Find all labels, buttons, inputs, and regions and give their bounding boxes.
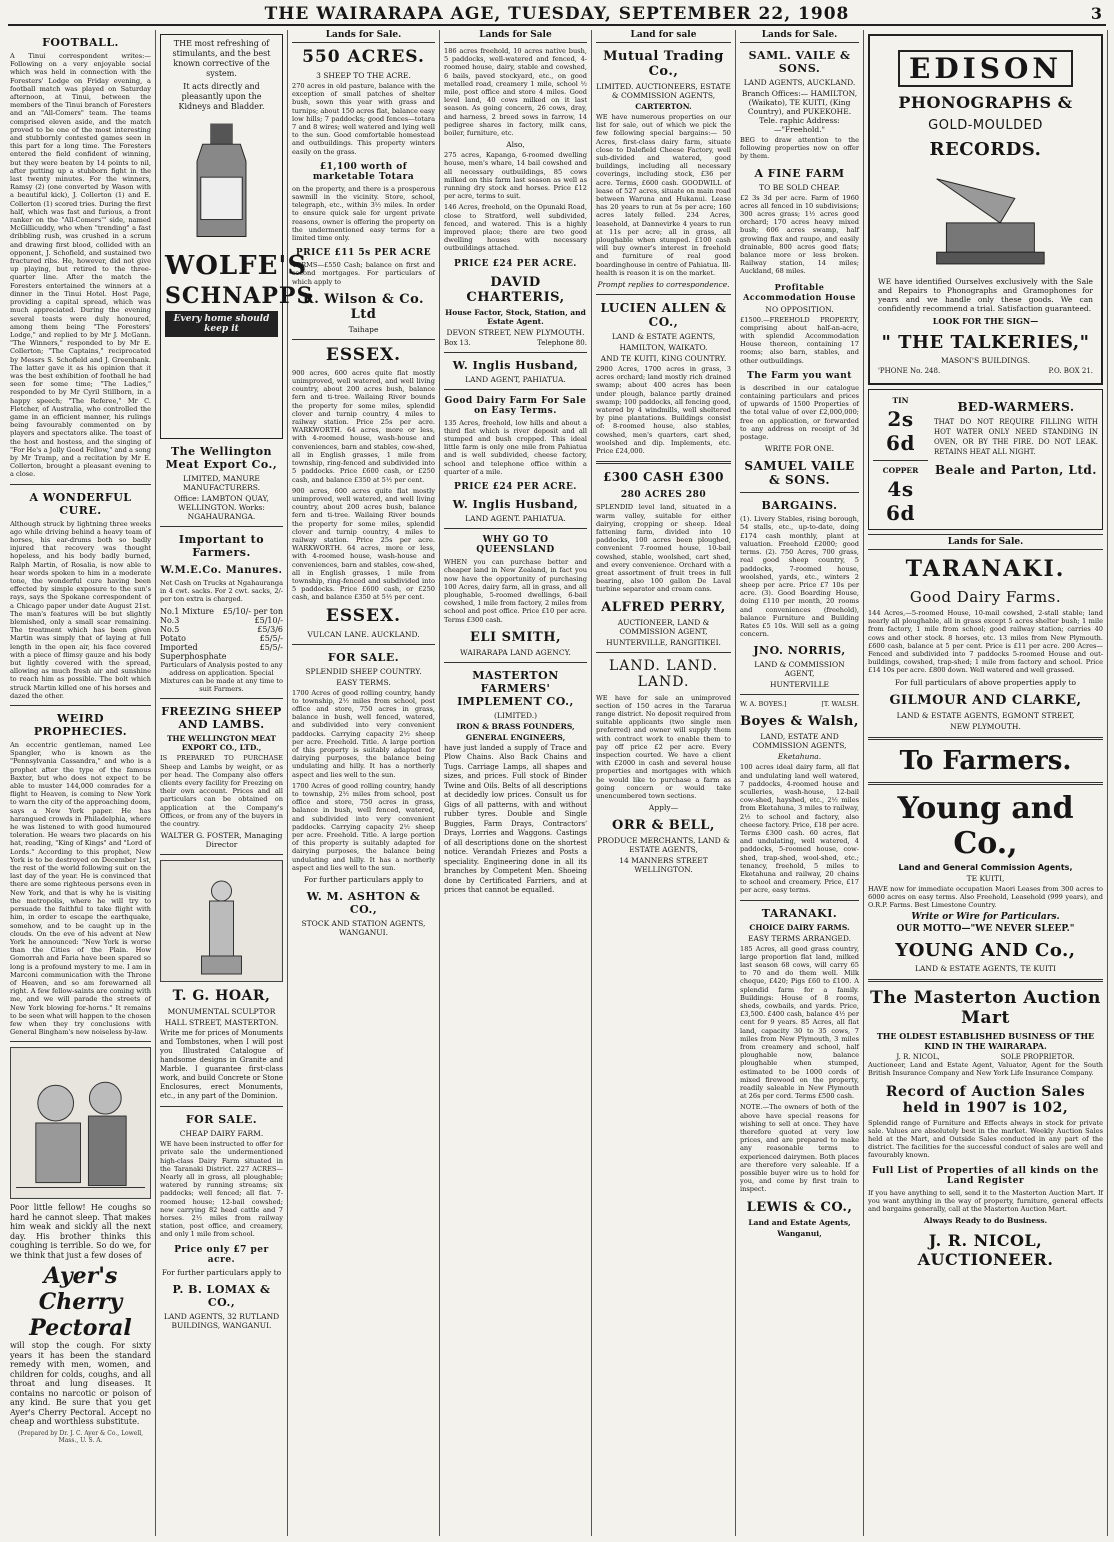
accommodation-sub: NO OPPOSITION.: [765, 304, 834, 314]
perry-sub: AUCTIONEER, LAND & COMMISSION AGENT,: [617, 617, 710, 636]
freezing-text: IS PREPARED TO PURCHASE Sheep and Lambs by weight, or as per head. The Company also offers clients every facility for Freezing on their own account. Prices and all particulars can be obtained on application at the Company's Offices, or from any of the buyers in the country.: [160, 754, 283, 829]
charteris-telephone: Telephone 80.: [537, 338, 587, 347]
hoar-text: Write me for prices of Monuments and Tombstones, when I will post you Illustrated Catalogue of handsome designs in Granite and Marble. I guarantee first-class work, and build Concrete or Stone Enclosures, erect Monuments, etc., in any part of the Dominion.: [160, 1029, 283, 1101]
lomax-heading: P. B. LOMAX & CO.,: [172, 1282, 271, 1309]
norris-sub: LAND & COMMISSION AGENT,: [754, 660, 845, 679]
mutual-sub: LIMITED. AUCTIONEERS, ESTATE & COMMISSION AGENTS,: [596, 82, 731, 100]
taranaki-note: NOTE.—The owners of both of the above have special reasons for wishing to sell at once. They have therefore quoted at very low prices, and are prepared to make any reasonable terms to experienced dairymen. Both places are therefore very saleable. If a possible buyer wire us to hold for you, and come by first train to inspect.: [740, 1103, 859, 1194]
manure-row: No.1 Mixture £5/10/- per ton: [160, 606, 283, 616]
mart-name: J. R. NICOL,: [896, 1053, 940, 1062]
boyes-names: [740, 700, 859, 708]
edison-box: P.O. BOX 21.: [1048, 367, 1093, 375]
mart-text: Auctioneer, Land and Estate Agent, Valuator, Agent for the South British Insurance Company and New York Life Insurance Company.: [868, 1061, 1103, 1078]
column-ads-1: [156, 30, 314, 1536]
mart-sub: THE OLDEST ESTABLISHED BUSINESS OF THE KIND IN THE WAIRARAPA.: [876, 1031, 1095, 1052]
forsale-heading: FOR SALE.: [327, 650, 400, 664]
edison-ad: [868, 34, 1103, 385]
bedwarmers-ad: [868, 389, 1103, 530]
lucien-text: 2900 Acres, 1700 acres in grass, 3 acres orchard; land mostly rich drained swamp; about 400 acres has been under plough, balance partly drained swamp; 100 paddocks, all fencing good, watered by 4 windmills, well sheltered by pine plantations. Buildings consist of: 8-roomed house, also stables, cowshed, men's quarters, cart shed, woolshed and dip. Implements, etc. Price £24,000.: [596, 365, 731, 456]
farm-146-text: 146 Acres, freehold, on the Opunaki Road, close to Stratford, well subdivided, fenced, and watered. This is a highly improved place; there are two good dwelling houses with necessary outbuildings attached.: [444, 203, 587, 253]
taranaki-sub: CHOICE DAIRY FARMS.: [749, 922, 850, 932]
taranaki-footer: For full particulars of above properties apply to: [894, 677, 1076, 687]
bedwarmers-text: THAT DO NOT REQUIRE FILLING WITH HOT WATER ONLY NEED STANDING IN OVEN, OR BY THE FIRE. DO NOT LEAK. RETAINS HEAT ALL NIGHT.: [934, 418, 1098, 456]
accommodation-heading: Profitable Accommodation House: [743, 281, 856, 302]
mutual-text: WE have numerous properties on our list for sale, out of which we pick the few following special bargains:— 50 Acres, first-class dairy farm, situate close to Dalefield Cheese Factory, well sub-divided and watered, good buildings, including all necessary coverings, including stock, £36 per acre. Terms, £600 cash. GOODWILL of lease of 527 acres, situate on main road between Waruna and Hukanui. Lease has 20 years to run at 5s per acre; 160 acres lately felled. 234 Acres, leasehold, at Dannevirke 4 years to run at 11s per acre; all in grass, all ploughable when stumped. £100 cash will buy owner's interest in freehold and furniture of real good boardinghouse in centre of Pahiatua. Ill-health is reason it is on the market.: [596, 113, 731, 277]
acres-sub: 3 SHEEP TO THE ACRE.: [316, 71, 411, 80]
mutual-heading: Mutual Trading Co.,: [603, 49, 724, 79]
edison-phone: 'PHONE No. 248.: [878, 367, 941, 375]
boyes-name-1: W. A. BOYES.]: [740, 700, 787, 709]
schnapps-brand-2: SCHNAPPS: [165, 283, 314, 309]
column-heading: Land for sale: [596, 30, 731, 43]
taranaki-terms: EASY TERMS ARRANGED.: [748, 933, 851, 943]
farm-275-text: 275 acres, Kapanga, 6-roomed dwelling house, men's whare, 14 bail cowshed and all necessary outbuildings, 85 cows milked on this farm last season as well as running dry stock and horses. Price £12 per acre, terms to suit.: [444, 151, 587, 201]
orr-heading: ORR & BELL,: [612, 818, 715, 834]
ayer-footer: (Prepared by Dr. J. C. Ayer & Co., Lowell, Mass., U. S. A.: [17, 1429, 144, 1444]
monument-illustration: [160, 860, 283, 982]
ashton-sub: STOCK AND STATION AGENTS, WANGANUI.: [301, 919, 426, 938]
forsale-sub: CHEAP DAIRY FARM.: [179, 1129, 264, 1139]
vaile-text: BEG to draw attention to the following properties now on offer by them.: [740, 136, 859, 161]
dairy-heading: Good Dairy Farm For Sale on Easy Terms.: [444, 395, 587, 416]
lomax-sub: LAND AGENTS, 32 RUTLAND BUILDINGS, WANGANUI.: [163, 1311, 280, 1330]
bedwarmer-prices: [873, 394, 928, 525]
fine-farm-sub: TO BE SOLD CHEAP.: [759, 182, 840, 192]
edison-contact: [878, 367, 1093, 375]
copper-label: COPPER: [882, 466, 919, 475]
farm-want-text: is described in our catalogue containing particulars and prices of upwards of 1500 Properties of the total value of over £2,000,000; free on application, or forwarded to any address on receipt of 3d postage.: [740, 383, 859, 442]
forsale-text: 1700 Acres of good rolling country, handy to township, 2½ miles from school, post office and store, 750 acres in grass, balance in bush, well fenced, watered, and subdivided into very convenient paddocks. Carrying capacity 2½ sheep per acre. Freehold. Title. A large portion of this property is suitably adapted for dairying purposes, the balance being undulating and hilly. It has a northerly aspect and lies well to the sun.: [292, 688, 435, 779]
column-lands-2: [440, 30, 592, 1536]
essex-text: 900 acres, 600 acres quite flat mostly unimproved, well watered, and well living country, about 200 acres bush, balance fern and ti-tree. Wailaing River bounds the property for some miles, splendid clover and turnip country, 4 miles to railway station. Price 25s per acre. WARKWORTH. 64 acres, more or less, with 4-roomed house, wash-house and conveniences, barn and stables, cow-shed, all in English grasses, 1 mile from township, ring-fenced and subdivided into 5 paddocks. Price £600 cash, or £250 cash, and balance £350 at 5½ per cent.: [292, 368, 435, 484]
child-illustration: [10, 1047, 151, 1199]
acres-heading: 550 ACRES.: [302, 47, 425, 67]
charteris-sub: House Factor, Stock, Station, and Estate Agent.: [445, 307, 586, 326]
talkeries-sub: MASON'S BUILDINGS.: [940, 356, 1031, 365]
wire-label: Write or Wire for Particulars.: [911, 912, 1060, 923]
orr-sub: PRODUCE MERCHANTS, LAND & ESTATE AGENTS,: [597, 836, 730, 855]
accommodation-text: £1500.—FREEHOLD PROPERTY, comprising about half-an-acre, with splendid Accommodation House thereon, containing 17 rooms; also barn, stables, and other outbuildings.: [740, 315, 859, 365]
cash-text: SPLENDID level land, situated in a warm valley, suitable for either dairying, cropping or sheep. Ideal fattening farm, divided into 10 paddocks, 100 acres been ploughed, convenient 7-roomed house, 10-bail cowshed, stable, woolshed, cart shed, and every convenience. Orchard with a great assortment of fruit trees in full bearing, also 100 gallon De Laval turbine separator and cream cans.: [596, 503, 731, 594]
manures-footer: Particulars of Analysis posted to any address on application. Special Mixtures can be made at any time to suit Farmers.: [160, 660, 283, 694]
mfi-text: have just landed a supply of Trace and Plow Chains. Also Back Chains and Tugs. Carriage Lamps, all shapes and sizes, and prices. Full stock of Binder Twine and Oils. Belts of all descriptions at decidedly low prices. Consult us for Gigs of all patterns, with and without rubber tyres. Double and Single Buggies, Farm Drays, Contractors' Drays, Lorries and Waggons. Castings of all descriptions done on the shortest notice. Verandah Friezes and Posts a speciality. Engineering done in all its branches by Competent Men. Shoeing done by Certificated Farriers, and at prices that cannot be equalled.: [444, 743, 587, 895]
farm-186-text: 186 acres freehold, 10 acres native bush, 5 paddocks, well-watered and fenced, 4-roomed house, dairy, stable and cowshed, 6 bails, paved stockyard, etc., on good metalled road, creamery 1 mile, school ½ mile, post office and store 4 miles. Good level land, 40 cows milked on it last season. As going concern, 26 cows, dray, and harness, 2 breed sows in farrow, 14 pedigree shares in factory, milk cans, boiler, furniture, etc.: [444, 47, 587, 138]
column-ads-2: [864, 30, 1108, 1536]
good-dairy-heading: Good Dairy Farms.: [909, 588, 1062, 606]
lewis-place: Wanganui,: [777, 1228, 822, 1238]
apply-label: Apply—: [648, 803, 679, 813]
boyes-place: Eketahuna.: [777, 752, 822, 762]
totara-heading: £1,100 worth of marketable Totara: [312, 161, 415, 182]
schnapps-tagline: Every home should keep it: [165, 311, 278, 337]
farm-want-heading: The Farm you want: [747, 370, 852, 381]
wilson-place: Taihape: [348, 324, 379, 334]
bedwarmer-info: [934, 394, 1098, 525]
mutual-footer: Prompt replies to correspondence.: [597, 280, 730, 290]
football-heading: FOOTBALL.: [42, 36, 119, 49]
gilmour-sub: LAND & ESTATE AGENTS, EGMONT STREET,: [896, 710, 1075, 720]
manure-row: Potato £5/5/-: [160, 633, 283, 643]
ashton-heading: W. M. ASHTON & CO.,: [306, 890, 421, 917]
fine-farm-heading: A FINE FARM: [754, 166, 845, 180]
lucien-heading: LUCIEN ALLEN & CO.,: [600, 301, 727, 330]
land-text: WE have for sale an unimproved section of 150 acres in the Tararua range district. No deposit required from suitable applicants (two single men preferred) and owner will supply them with contract work to enable them to pay off price £2 per acre. Every inspection courted. We have a client with £2000 in cash and several house properties and mortgages with which he would like to purchase a farm as going concern or would take unencumbered town sections.: [596, 693, 731, 800]
forsale-footer: For further particulars apply to: [161, 1267, 282, 1277]
bargains-heading: BARGAINS.: [761, 499, 838, 513]
weird-article: An eccentric gentleman, named Lee Spangler, who is known as the "Pennsylvania Cassandra," and who is a prophet after the type of the famous Baxter, but who does not expect to be able to muster 144,000 comrades for a flight to Heaven, is coming to New York to warn the city of the approaching doom, says a New York paper. He has harangued crowds in Philadelphia, where he was listened to with good humoured toleration. He wears two placards on his hat, reading, "King of Kings" and "Lord of Lords." According to this prophet, New York is to be destroyed on December 1st, the rest of the world following suit on the last day of the year. He is convinced that there are some righteous persons even in New York, and that is why he is visiting the metropolis, where he will try to persuade the faithful to take flight with him, in order to escape the earthquake, somehow, and to be caught up in the clouds. On the eve of his advent at New York he announced: "New York is worse than the Cities of the Plain. How Gomorrah and Faria have been spared so long is a profound mystery to me. I am in Marconi communication with the Throne of Heaven, and so am forewarned all right. A few fellow-saints are coming with me, and we will parade the streets of New York blowing for-horns." It remains to be seen what will happen to the chosen few when they try conclusions with General Bingham's new noiseless by-law.: [10, 741, 152, 1037]
boyes-heading: Boyes & Walsh,: [740, 714, 859, 730]
masthead: [8, 4, 1106, 26]
young-2-sub: LAND & ESTATE AGENTS, TE KUITI: [914, 964, 1057, 974]
young-sub: Land and General Commission Agents,: [898, 862, 1073, 872]
column-heading: Lands for Sale.: [292, 30, 435, 43]
bargains-text: (1). Livery Stables, rising borough, 54 stalls, etc., up-to-date, doing £174 cash monthly, plant at valuation. Freehold £2000; good terms. (2). 750 Acres, 700 grass, real good sheep country, 5 paddocks, 7-roomed house, woolshed, yards, etc., winters 2 sheep per acre. Price £7 10s per acre. (3). Good Boarding House, doing £110 per month, 20 rooms and conveniences (freehold), balance Furniture and Building Rates £5 10s. Will sell as a going concern.: [740, 515, 859, 639]
phonograph-icon: [878, 163, 1093, 273]
totara-text: on the property, and there is a prosperous sawmill in the vicinity. Store, school, telegraph, etc., within 3½ miles. In order to ensure quick sale for urgent private reasons, owner is offering the property on the undermentioned easy terms for a limited time only.: [292, 184, 435, 243]
newspaper-title: THE WAIRARAPA AGE, TUESDAY, SEPTEMBER 22, 1908: [264, 4, 850, 24]
football-article: A Tinui correspondent writes:— Following on a very enjoyable social which was held in connection with the Foresters' Lodge on Friday evening, a football match was played on Saturday afternoon, at Tinui, between the members of the Tinui branch of Foresters and an "All-Comers" team. The teams comprised eleven aside, and the match proved to be one of the most interesting and stubbornly contested games seen in this part for a long time. The Foresters entered the field confident of winning, but they were beaten by 14 points to nil, after putting up a stubborn fight in the last twenty minutes. For the winners, Ramsy (2) (one converted by Wason with a beautiful kick), J. Collerton (1) and E. Collerton (1) scored tries. During the first half, which was fast and furious, a front ranker on the "All-Comers'" side, named McGillicuddy, who when "trending" a fast dribbling rush, was crushed in a scrum and drawing first blood, collided with an opponent, J. Schofield, and sustained two fractured ribs. He, however, did not give up playing, but retired to the three-quarter line. After the match the Foresters entertained the winners at a dinner in the Tinui Hotel. Host Page, providing a capital spread, which was much appreciated. During the evening several toasts were duly honoured, among them being "The Foresters' Lodge," and replied to by Mr J. McGann. "The Winners," responded to by Mr E. Collerton; "The Captains," reciprocated by Messrs S. Schofield and J. Greenbank. The latter gave it as his opinion that it was the best exhibition of football he had seen for some time; "The Ladies," responded to by Mr Cyril Stillborn, in a happy speech; "The Referee," Mr C. Fletcher, of Australia, who controlled the game in an efficient manner, his rulings being favourably commented on by players and spectators alike. The toast of the host and hostess, and the singing of "For He's a Jolly Good Fellow," and a song by Mr Tramp, and a recitation by Mr E. Collerton, brought a pleasant evening to a close.: [10, 52, 151, 479]
forsale-text: WE have been instructed to offer for private sale the undermentioned high-class Dairy Farm situated in the Taranaki District. 227 ACRES—Nearly all in grass, all ploughable; watered by running streams; six paddocks; well fenced; all flat. 7-roomed house; 12-bail cowshed; new carrying 82 head cattle and 7 horses. 2½ miles from railway station, post office, and creamery, and only 1 mile from school.: [160, 1140, 283, 1239]
acres-terms: TERMS—£550 Cash; balance on first and second mortgages. For particulars of which apply to: [292, 261, 435, 286]
acres-price: PRICE £11 5s PER ACRE: [295, 248, 432, 259]
dairy-price: PRICE £24 PER ACRE.: [454, 482, 577, 493]
dairy-text: 135 Acres, freehold, low hills and about a third flat which is river deposit and all stumped and bush cropped. This ideal little farm is only one mile from Pahiatua and is well subdivided, cheese factory, school and telephone office within a quarter of a mile.: [444, 418, 587, 476]
forsale-price: Price only £7 per acre.: [174, 1244, 269, 1265]
acres-280: 280 ACRES 280: [620, 490, 707, 501]
queensland-heading: WHY GO TO QUEENSLAND: [476, 535, 555, 556]
copper-price: 4s 6d: [886, 477, 915, 525]
queensland-text: WHEN you can purchase better and cheaper land in New Zealand, in fact you now have the opportunity of purchasing 100 Acres, dairy farm, all in grass, and all ploughable, 5-roomed dwellings, 6-bail cowshed, 1 mile from factory, 2 miles from school and post office. Price £10 per acre. Terms £300 cash.: [444, 558, 587, 624]
column-lands-4: [736, 30, 864, 1536]
record-heading: Record of Auction Sales held in 1907 is 102,: [885, 1083, 1086, 1116]
mart-names: [868, 1053, 1103, 1061]
taranaki-text: 144 Acres,—5-roomed House, 10-mail cowshed, 2-stall stable; land nearly all ploughable, all in grass except 5 acres shelter bush; 1 mile from factory, 1 mile from school; good railway station; carries 40 cows and other stock. 8 horses, etc. 13 miles from New Plymouth. £600 cash, balance at 5 per cent. Price is £11 per acre. 200 Acres—Fenced and subdivided into 7 paddocks 5-roomed House and out-buildings, cowshed, trap-shed; 1 mile from factory and school. Price £14 10s per acre. £800 down. Well watered and well grassed.: [868, 609, 1103, 675]
schnapps-mid: It acts directly and pleasantly upon the Kidneys and Bladder.: [178, 82, 265, 111]
freezing-signature: WALTER G. FOSTER, Managing Director: [160, 831, 283, 850]
child-illustration-icon: [11, 1048, 150, 1198]
perry-place: HUNTERVILLE, RANGITIKEI.: [606, 637, 721, 647]
ready-label: Always Ready to do Business.: [923, 1216, 1048, 1226]
freezing-sub: THE WELLINGTON MEAT EXPORT CO., LTD.,: [166, 734, 277, 753]
vaile-2-heading: SAMUEL VAILE & SONS.: [744, 459, 855, 488]
mart-heading: The Masterton Auction Mart: [870, 988, 1101, 1029]
gilmour-place: NEW PLYMOUTH.: [950, 721, 1021, 731]
forsale-text-repeat: 1700 Acres of good rolling country, handy to township, 2½ miles from school, post office and store, 750 acres in grass, balance in bush, well fenced, watered, and subdivided into very convenient paddocks. Carrying capacity 2½ sheep per acre. Freehold. Title. A large portion of this property is suitably adapted for dairying purposes, the balance being undulating and hilly. It has a northerly aspect and lies well to the sun.: [292, 781, 435, 872]
full-list-heading: Full List of Properties of all kinds on the Land Register: [872, 1165, 1099, 1186]
vaile-branches: Branch Offices:— HAMILTON, (Waikato), TE KUITI, (King Country), and PUKEKOHE. Tele. raphic Address:—"Freehold.": [741, 89, 858, 134]
norris-heading: JNO. NORRIS,: [753, 644, 846, 658]
manure-row: No.3 £5/10/-: [160, 615, 283, 625]
forsale-sub: SPLENDID SHEEP COUNTRY.: [305, 666, 422, 676]
farmers-heading: Important to Farmers.: [178, 533, 265, 559]
nicol-heading: J. R. NICOL, AUCTIONEER.: [917, 1231, 1054, 1270]
charteris-heading: DAVID CHARTERIS,: [466, 274, 565, 305]
essex-heading: ESSEX.: [325, 344, 402, 365]
manures-heading: W.M.E.Co. Manures.: [160, 565, 283, 576]
charteris-box: Box 13.: [444, 338, 471, 347]
vaile-heading: SAML. VAILE & SONS.: [748, 49, 851, 75]
manure-row: Imported Superphosphate £5/5/-: [160, 642, 283, 661]
boyes-sub: LAND, ESTATE AND COMMISSION AGENTS,: [752, 732, 847, 751]
tin-label: TIN: [892, 396, 909, 405]
hoar-address: HALL STREET, MASTERTON.: [164, 1018, 279, 1028]
motto: OUR MOTTO—"WE NEVER SLEEP.": [896, 924, 1075, 935]
husband-2-heading: W. Inglis Husband,: [452, 498, 579, 512]
column-lands-3: [592, 30, 736, 1536]
column-heading: Lands for Sale.: [740, 30, 859, 43]
edison-heading: EDISON: [898, 50, 1073, 87]
norris-place: HUNTERVILLE: [769, 680, 830, 690]
young-place: TE KUITI,: [966, 873, 1005, 883]
essex-footer-heading: ESSEX.: [325, 605, 402, 626]
smith-sub: WAIRARAPA LAND AGENCY.: [460, 647, 571, 657]
vaile-sub: LAND AGENTS, AUCKLAND.: [743, 78, 856, 87]
essex-text-repeat: 900 acres, 600 acres quite flat mostly unimproved, well watered, and well living country, about 200 acres bush, balance fern and ti-tree. Wailaing River bounds the property for some miles, splendid clover and turnip country, 4 miles to railway station. Price 25s per acre. WARKWORTH. 64 acres, more or less, with 4-roomed house, wash-house and conveniences, barn and stables, cow-shed, all in English grasses, 1 mile from township, ring-fenced and subdivided into 5 paddocks. Price £600 cash, or £250 cash, and balance £350 at 5½ per cent.: [292, 486, 435, 602]
husband-heading: W. Inglis Husband,: [452, 358, 579, 372]
taranaki-text: 185 Acres, all good grass country, large proportion flat land, milked last season 68 cows, will carry 65 to 70 and do them well. Milk cheque, £420; Pigs £60 to £100. A splendid farm for a family. Buildings: House of 8 rooms, sheds, cowbails, and yards. Price, £3,500. £400 cash, balance 4½ per cent for 9 years. 85 Acres, all flat land, capacity 30 to 35 cows, 7 miles from New Plymouth, 3 miles from creamery and school, half ploughable now, balance ploughable when stumped, estimated to be 1000 cords of mixed firewood on the property, readily saleable in New Plymouth at 26s per cord. Terms £500 cash.: [740, 944, 859, 1101]
monument-icon: [161, 861, 282, 981]
write-label: WRITE FOR ONE.: [764, 444, 835, 454]
young-2-heading: YOUNG AND Co.,: [895, 940, 1076, 962]
farm-146-price: PRICE £24 PER ACRE.: [454, 258, 577, 269]
cure-heading: A WONDERFUL CURE.: [29, 490, 132, 517]
hoar-heading: T. G. HOAR,: [172, 988, 271, 1005]
wme-office: Office: LAMBTON QUAY, WELLINGTON. Works: NGAHAURANGA.: [174, 494, 269, 521]
boyes-name-2: [T. WALSH.: [821, 700, 859, 709]
talkeries-heading: " THE TALKERIES,": [881, 332, 1090, 353]
bedwarmers-heading: BED-WARMERS.: [957, 400, 1075, 414]
lucien-place: HAMILTON, WAIKATO.: [619, 343, 708, 353]
ayer-intro: Poor little fellow! He coughs so hard he cannot sleep. That makes him weak and sickly all the next day. His brother thinks this coughing is terrible. So do we, for we think that just a few doses of: [10, 1203, 151, 1260]
manure-row: No.5 £5/3/6: [160, 624, 283, 634]
mart-role: SOLE PROPRIETOR.: [1000, 1053, 1075, 1062]
boyes-text: 100 acres ideal dairy farm, all flat and undulating land well watered, 7 paddocks, 4-roomed house and sculleries, wash-house, 12-bail cow-shed, hayshed, etc., 2½ miles from Eketahuna, 3 miles to railway, 2½ to school and factory, also cheese factory. Price, £18 per acre. Terms £300 cash. 60 acres, flat and undulating, well watered, 4 paddocks, 5-roomed house, cow-shed, trap-shed, wool-shed, etc.; tenancy, freehold, 5 miles to Eketahuna and railway, 20 chains to school and creamery. Price, £17 per acre, easy terms.: [740, 763, 859, 895]
edison-sub-2: GOLD-MOULDED: [928, 118, 1043, 133]
wme-sub: LIMITED, MANURE MANUFACTURERS.: [182, 474, 261, 492]
mfi-sub-3: GENERAL ENGINEERS,: [465, 732, 566, 742]
farmers-heading: To Farmers.: [899, 745, 1072, 776]
ayer-text: will stop the cough. For sixty years it has been the standard remedy with men, women, and children for colds, coughs, and all throat and lung diseases. It contains no narcotic or poison of any kind. Be sure that you get Ayer's Cherry Pectoral. Accept no cheap and worthless substitute.: [10, 1341, 151, 1427]
edison-sub: PHONOGRAPHS &: [898, 93, 1073, 112]
gilmour-heading: GILMOUR AND CLARKE,: [889, 692, 1082, 708]
husband-2-sub: LAND AGENT. PAHIATUA.: [465, 514, 566, 524]
fine-farm-text: £2 3s 3d per acre. Farm of 1960 acres all fenced in 10 subdivisions; 300 acres grass; 1½ acres good orchard; 170 acres heavy mixed bush; 606 acres swamp, half growing flax and raupo, and easily drainable, 800 acres good flats; balance more or less broken. Railway station, 14 miles; Auckland, 68 miles.: [740, 193, 859, 276]
edison-look: LOOK FOR THE SIGN—: [932, 316, 1039, 326]
husband-sub: LAND AGENT, PAHIATUA.: [465, 374, 566, 384]
taranaki-heading: TARANAKI.: [761, 906, 838, 920]
mfi-heading: MASTERTON FARMERS' IMPLEMENT CO.,: [457, 668, 574, 708]
wilson-heading: R. Wilson & Co. Ltd: [302, 291, 425, 322]
schnapps-brand-1: WOLFE'S: [165, 251, 308, 281]
hoar-sub: MONUMENTAL SCULPTOR: [167, 1007, 276, 1017]
lucien-sub: LAND & ESTATE AGENTS,: [611, 332, 716, 342]
schnapps-top: THE most refreshing of stimulants, and the best known corrective of the system.: [172, 39, 271, 78]
land-heading: LAND. LAND. LAND.: [608, 657, 719, 690]
tin-price: 2s 6d: [886, 407, 915, 455]
freezing-heading: FREEZING SHEEP AND LAMBS.: [161, 705, 282, 732]
cure-article: Although struck by lightning three weeks ago while driving behind a heavy team of horses, his ear-drums both so badly injured that recovery was thought hopeless, and his body badly burned, Ralph Martin, of Rosalia, is now able to hear words spoken to him in a moderate tone, the wonderful cure having been effected by simple exposure to the sun's rays, says the Spokane correspondent of a Chicago paper under date August 21st. The man's features will be but slightly blemished, only a small scar remaining. The treatment which has been given Martin was simply that of laying at full length in the open air, his face covered with a piece of flimsy gauze and his body but lightly covered with the spread, allowing as much fresh air and sunshine to reach him as possible. The bolt which struck Martin killed one of his horses and dazed the other.: [10, 519, 151, 700]
forsale-terms: EASY TERMS.: [336, 677, 391, 687]
taranaki-heading: TARANAKI.: [905, 556, 1066, 582]
essex-footer-sub: VULCAN LANE. AUCKLAND.: [307, 629, 420, 639]
young-heading: Young and Co.,: [897, 790, 1074, 861]
column-news: [6, 30, 156, 1536]
forsale-heading: FOR SALE.: [185, 1113, 258, 1127]
lewis-sub: Land and Estate Agents,: [748, 1217, 851, 1227]
edison-text: WE have identified Ourselves exclusively with the Sale and Repairs to Phonographs and Gramophones for years and we handle only these goods. We can confidently recommend a trial. Satisfaction guaranteed.: [878, 277, 1093, 313]
lands-heading: Lands for Sale.: [868, 534, 1103, 550]
full-list-text: If you have anything to sell, send it to the Masterton Auction Mart. If you want anything in the way of property, furniture, general effects and bargains generally, call at the Masterton Auction Mart.: [868, 1188, 1103, 1214]
acres-text: 270 acres in old pasture, balance with the exception of small patches of shelter bush, sown this year with grass and turnips; about 150 acres flat, balance easy low hills; 7 paddocks; good fences—totara 7 and 8 wires; well watered and lying well to the sun. Good comfortable homestead and outbuildings. This property winters easily on the grass.: [292, 82, 435, 156]
column-lands-1: [288, 30, 440, 1536]
column-heading: Lands for Sale: [444, 30, 587, 43]
page-number: 3: [1090, 4, 1102, 23]
manure-price-list: [160, 607, 283, 661]
bottle-icon: [165, 115, 278, 245]
manures-note: Net Cash on Trucks at Ngahauranga in 4 cwt. sacks. For 2 cwt. sacks, 2/- per ton extra is charged.: [160, 579, 283, 604]
wme-heading: The Wellington Meat Export Co.,: [165, 445, 278, 471]
beale-heading: Beale and Parton, Ltd.: [935, 463, 1097, 477]
mfi-sub-2: IRON & BRASS FOUNDERS,: [456, 721, 575, 731]
also-label: Also,: [506, 140, 525, 150]
mutual-place: CARTERTON.: [635, 102, 692, 111]
ashton-footer: For further particulars apply to: [303, 875, 424, 885]
young-text: HAVE now for immediate occupation Maori Leases from 300 acres to 6000 acres on easy terms. Also Freehold, Leasehold (999 years), and O.R.P. Farms. Best Limestone Country.: [868, 884, 1103, 910]
record-text: Splendid range of Furniture and Effects always in stock for private sale. Values are absolutely best in the market. Weekly Auction Sales held at the Mart, and Outside Sales conducted in any part of the district. The facilities for the successful conduct of sales are well and favourably known.: [868, 1118, 1103, 1160]
charteris-address: DEVON STREET, NEW PLYMOUTH.: [446, 327, 585, 337]
lewis-heading: LEWIS & CO.,: [746, 1199, 853, 1215]
smith-heading: ELI SMITH,: [470, 629, 561, 645]
charteris-contact: [444, 339, 587, 347]
edison-sub-3: RECORDS.: [929, 139, 1042, 160]
ayer-brand: Ayer's Cherry Pectoral: [29, 1263, 132, 1342]
perry-heading: ALFRED PERRY,: [601, 599, 726, 615]
weird-heading: WEIRD PROPHECIES.: [33, 712, 128, 739]
mfi-sub: (LIMITED.): [493, 710, 538, 720]
lucien-place-2: AND TE KUITI, KING COUNTRY.: [600, 354, 727, 364]
schnapps-ad: [160, 34, 314, 439]
cash-heading: £300 CASH £300: [602, 470, 725, 485]
orr-address: 14 MANNERS STREET WELLINGTON.: [619, 856, 708, 875]
